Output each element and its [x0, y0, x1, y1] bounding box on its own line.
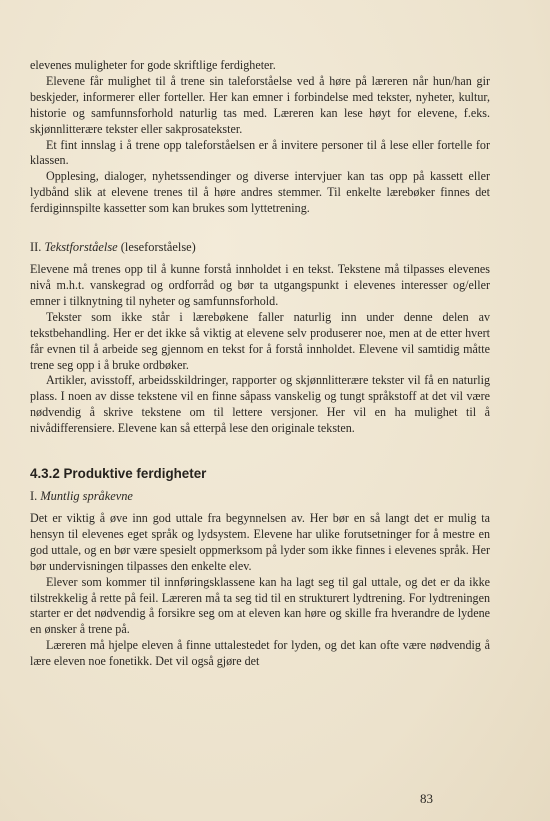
section-number: II. — [30, 240, 42, 255]
paragraph: Opplesing, dialoger, nyhetssendinger og diverse intervjuer kan tas opp på kassett eller lydbånd slik at elevene trenes til å høre andres stemmer. Til enkelte lærebøker finnes det ferdiginnspilte kassetter som kan brukes som lyttetrening. — [30, 169, 490, 216]
section-heading-ii — [30, 239, 490, 255]
paragraph: Elevene får mulighet til å trene sin taleforståelse ved å høre på læreren når hun/han gir beskjeder, informerer eller forteller. Her kan emner i forbindelse med tekster, nyheter, kultur, historie og samfunnsforhold naturlig tas med. Læreren kan lese høyt for elevene, f.eks. skjønnlitterære tekster eller sakprosatekster. — [30, 73, 490, 136]
paragraph: elevenes muligheter for gode skriftlige ferdigheter. — [30, 58, 276, 72]
paragraph: Et fint innslag i å trene opp taleforståelsen er å invitere personer til å lese eller fortelle for klassen. — [30, 137, 490, 168]
paragraph: Læreren må hjelpe eleven å finne uttalestedet for lyden, og det kan ofte være nødvendig å lære eleven noe fonetikk. Det vil også gjøre det — [30, 638, 490, 669]
section-subtitle: (leseforståelse) — [120, 240, 196, 255]
section-title: Tekstforståelse — [44, 240, 118, 255]
section-title: Muntlig språkevne — [40, 489, 133, 504]
section-number: I. — [30, 489, 38, 504]
paragraph: Det er viktig å øve inn god uttale fra begynnelsen av. Her bør en så langt det er mulig ta hensyn til elevenes eget språk og lydsystem. Elevene har ulike forutsetninger for å mestre en god uttale, og en bør være spesielt oppmerksom på lyder som ikke finnes i elevenes språk. Her bør undervisningen tilpasses den enkelte elev. — [30, 511, 490, 573]
paragraph: Artikler, avisstoff, arbeidsskildringer, rapporter og skjønnlitterære tekster vil få en naturlig plass. I noen av disse tekstene vil en finne såpass vanskelig og tungt språkstoff at det vil være nødvendig å skrive tekstene om til lettere versjoner. Her vil en ha mulighet til å nivådifferensiere. Elevene kan så etterpå lese den originale teksten. — [30, 373, 490, 436]
section-heading-i — [30, 488, 490, 504]
heading-4-3-2: 4.3.2 Produktive ferdigheter — [30, 466, 207, 482]
paragraph: Elevene må trenes opp til å kunne forstå innholdet i en tekst. Tekstene må tilpasses elevenes nivå m.h.t. vanskegrad og ordforråd og bør ta utgangspunkt i elevenes interesser og/eller emner i tilknytning til nyheter og samfunnsforhold. — [30, 262, 490, 308]
paragraph: Tekster som ikke står i lærebøkene faller naturlig inn under denne delen av tekstbehandling. Her er det ikke så viktig at elevene selv produserer noe, men at de etter hvert får evnen til å arbeide seg gjennom en tekst for å forstå innholdet. Elevene vil samtidig måtte trene seg opp i å bruke ordbøker. — [30, 309, 490, 372]
page-number: 83 — [420, 791, 433, 806]
paragraph: Elever som kommer til innføringsklassene kan ha lagt seg til gal uttale, og det er da ikke tilstrekkelig å rette på feil. Læreren må ta seg tid til en strukturert lydtrening. For lydtreningen starter er det nødvendig å forsikre seg om at eleven kan høre og skille fra hverandre de lydene en ønsker å trene på. — [30, 574, 490, 637]
